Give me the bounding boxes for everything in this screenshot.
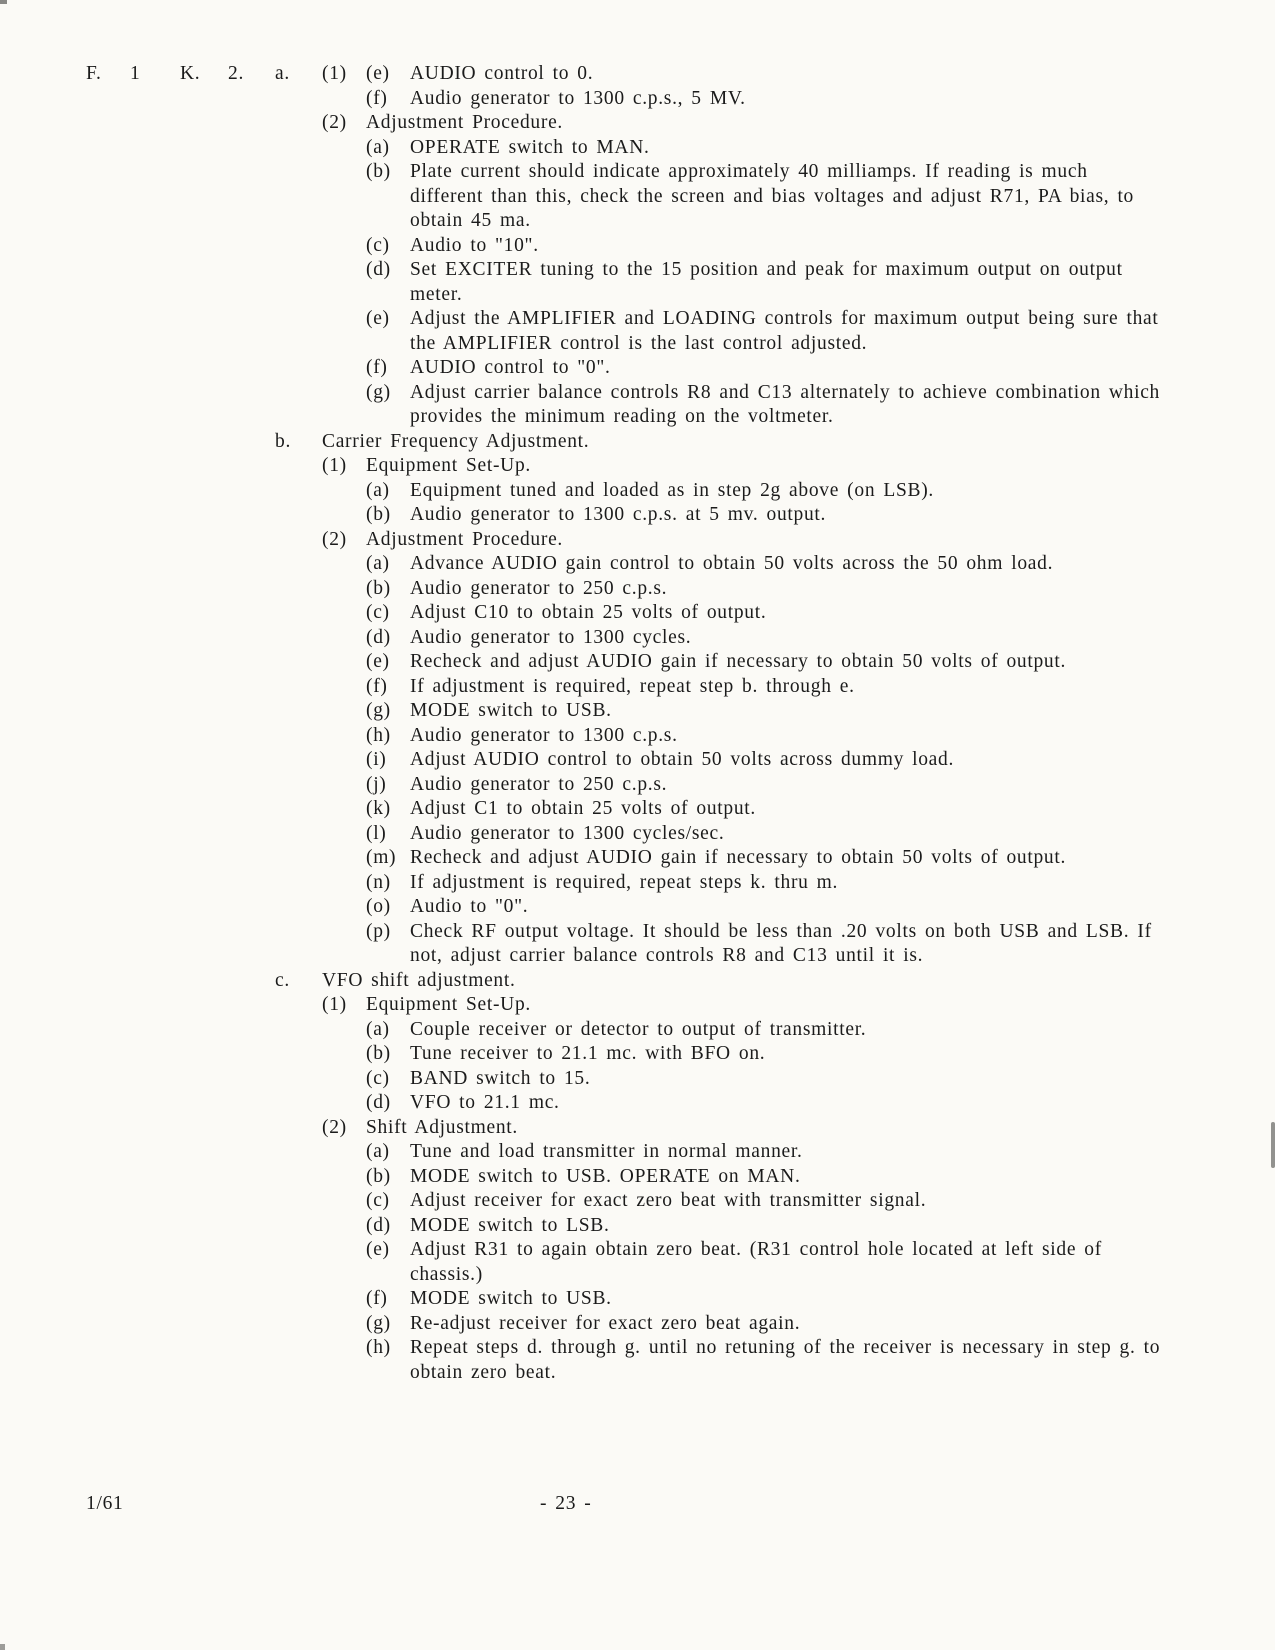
list-item-text: Adjustment Procedure. [366, 112, 563, 133]
list-item-text: MODE switch to USB. OPERATE on MAN. [410, 1165, 801, 1187]
list-item-text: Audio generator to 1300 c.p.s. [410, 724, 678, 746]
list-item-text: MODE switch to USB. [410, 700, 612, 721]
list-item [0, 1238, 1275, 1287]
list-item-label: (1) [322, 455, 347, 476]
list-item-text: Advance AUDIO gain control to obtain 50 volts across the 50 ohm load. [410, 553, 1054, 574]
list-item-label: (k) [366, 798, 391, 819]
list-item-label: (b) [366, 504, 391, 525]
outline-ref-col: (e) [366, 63, 390, 84]
scan-artifact-bottom-left [0, 1644, 5, 1650]
list-item-text: Audio to "10". [410, 234, 539, 256]
list-item [0, 1018, 1275, 1043]
list-item [0, 503, 1275, 528]
list-item-label: (b) [366, 1043, 391, 1064]
list-item-text: Adjust AUDIO control to obtain 50 volts across dummy load. [410, 749, 955, 770]
list-item-label: (j) [366, 773, 387, 795]
outline-ref-col: (1) [322, 63, 347, 84]
list-item-label: (f) [366, 1288, 388, 1309]
list-item-label: (1) [322, 994, 347, 1015]
list-item-text: Re-adjust receiver for exact zero beat again. [410, 1312, 801, 1334]
list-item-text: Audio generator to 1300 cycles/sec. [410, 822, 725, 844]
list-item-text: Equipment Set-Up. [366, 455, 531, 476]
list-item [0, 1214, 1275, 1239]
list-item-label: (a) [366, 136, 390, 158]
list-item-label: (c) [366, 1190, 390, 1211]
page-number: - 23 - [540, 1493, 592, 1514]
list-item [0, 1312, 1275, 1337]
list-item-text: MODE switch to LSB. [410, 1214, 610, 1236]
list-item [0, 577, 1275, 602]
scan-artifact-top-left [0, 0, 7, 4]
list-item [0, 773, 1275, 798]
list-item-label: (f) [366, 87, 388, 109]
outline-ref-col: K. [180, 63, 201, 84]
list-item [0, 626, 1275, 651]
list-item-label: (a) [366, 1018, 390, 1040]
list-item [0, 1287, 1275, 1312]
list-item-text: Audio generator to 250 c.p.s. [410, 773, 668, 795]
list-item-text: Tune and load transmitter in normal manner. [410, 1141, 803, 1162]
list-item-text: VFO shift adjustment. [322, 969, 516, 991]
outline-ref-col: a. [275, 63, 290, 84]
list-item-label: (h) [366, 1337, 391, 1358]
list-item [0, 969, 1275, 994]
list-item-label: (c) [366, 602, 390, 623]
list-item [0, 1067, 1275, 1092]
list-item [0, 1042, 1275, 1067]
list-item-text: Audio generator to 1300 c.p.s. at 5 mv. output. [410, 504, 827, 525]
list-item [0, 748, 1275, 773]
list-item-text: Equipment Set-Up. [366, 994, 531, 1015]
list-item-text: Audio to "0". [410, 896, 529, 917]
list-item [0, 650, 1275, 675]
list-item-label: (d) [366, 259, 391, 280]
list-item [0, 1189, 1275, 1214]
list-item-text: Adjustment Procedure. [366, 528, 563, 550]
list-item-label: (e) [366, 1239, 390, 1260]
page-footer [0, 1492, 1275, 1518]
list-item-label: (p) [366, 920, 391, 942]
list-item-label: b. [275, 430, 292, 452]
list-item-text: If adjustment is required, repeat step b. through e. [410, 675, 855, 697]
list-item-label: (a) [366, 553, 390, 574]
list-item-text: Couple receiver or detector to output of transmitter. [410, 1018, 867, 1040]
list-item-text: Recheck and adjust AUDIO gain if necessary to obtain 50 volts of output. [410, 651, 1067, 672]
list-item-label: (b) [366, 577, 391, 599]
list-item-label: (c) [366, 1067, 390, 1089]
list-item-label: (i) [366, 749, 387, 770]
list-item [0, 895, 1275, 920]
list-item [0, 822, 1275, 847]
list-item [0, 846, 1275, 871]
list-item [0, 430, 1275, 455]
outline-ref-col: 2. [228, 63, 245, 84]
list-item-label: (n) [366, 871, 391, 893]
list-item-text: If adjustment is required, repeat steps k. thru m. [410, 871, 839, 893]
list-item [0, 1091, 1275, 1116]
list-item [0, 454, 1275, 479]
outline-lead-row [0, 62, 1275, 87]
list-item-text: Plate current should indicate approximately 40 milliamps. If reading is much different than this, check the screen and bias voltages and adjust R71, PA bias, to obtain 45 ma. [410, 161, 1135, 231]
list-item-label: (2) [322, 112, 347, 133]
list-item-text: Carrier Frequency Adjustment. [322, 430, 590, 452]
list-item-label: (e) [366, 651, 390, 672]
list-item [0, 1165, 1275, 1190]
outline-ref-col: 1 [130, 63, 141, 84]
list-item-label: (d) [366, 1214, 391, 1236]
list-item-text: Adjust the AMPLIFIER and LOADING controls for maximum output being sure that the AMPLIFIER control is the last control adjusted. [410, 308, 1159, 354]
list-item-label: (g) [366, 700, 391, 721]
list-item-label: (a) [366, 1141, 390, 1162]
list-item-label: (a) [366, 479, 390, 501]
list-item [0, 724, 1275, 749]
list-item-text: VFO to 21.1 mc. [410, 1092, 560, 1113]
list-item-text: Audio generator to 1300 c.p.s., 5 MV. [410, 87, 746, 109]
list-item-label: (f) [366, 357, 388, 378]
list-item-text: Tune receiver to 21.1 mc. with BFO on. [410, 1043, 766, 1064]
list-item [0, 993, 1275, 1018]
list-item-text: Adjust C1 to obtain 25 volts of output. [410, 798, 756, 819]
list-item-text: Shift Adjustment. [366, 1116, 518, 1138]
list-item-label: (e) [366, 308, 390, 329]
list-item-label: (b) [366, 1165, 391, 1187]
list-item [0, 136, 1275, 161]
list-item-text: Set EXCITER tuning to the 15 position and peak for maximum output on output meter. [410, 259, 1123, 305]
list-item-text: MODE switch to USB. [410, 1288, 612, 1309]
list-item-text: Adjust R31 to again obtain zero beat. (R31 control hole located at left side of chassis.) [410, 1239, 1102, 1285]
list-item-label: (2) [322, 528, 347, 550]
list-item-label: (2) [322, 1116, 347, 1138]
list-item [0, 552, 1275, 577]
list-item [0, 356, 1275, 381]
list-item-label: (l) [366, 822, 387, 844]
list-item [0, 258, 1275, 307]
list-item [0, 1140, 1275, 1165]
list-item-label: (m) [366, 847, 397, 868]
list-item [0, 871, 1275, 896]
outline-ref-col: F. [86, 63, 102, 84]
list-item-text: Adjust C10 to obtain 25 volts of output. [410, 602, 767, 623]
list-item-label: (g) [366, 381, 391, 403]
list-item-label: (g) [366, 1312, 391, 1334]
list-item-text: Audio generator to 250 c.p.s. [410, 577, 668, 599]
list-item [0, 528, 1275, 553]
list-item [0, 87, 1275, 112]
list-item-label: (b) [366, 161, 391, 182]
list-item-label: c. [275, 969, 290, 991]
list-item [0, 381, 1275, 430]
list-item-text: OPERATE switch to MAN. [410, 136, 650, 158]
list-item [0, 601, 1275, 626]
list-item [0, 479, 1275, 504]
list-item-label: (d) [366, 626, 391, 648]
list-item-label: (f) [366, 675, 388, 697]
list-item [0, 1336, 1275, 1385]
document-body [0, 62, 1275, 1385]
list-item-text: Equipment tuned and loaded as in step 2g above (on LSB). [410, 479, 934, 501]
list-item [0, 160, 1275, 234]
list-item-text: BAND switch to 15. [410, 1067, 591, 1089]
list-item-text: AUDIO control to "0". [410, 357, 611, 378]
list-item-label: (o) [366, 896, 391, 917]
list-item-text: AUDIO control to 0. [410, 63, 594, 84]
list-item-text: Adjust receiver for exact zero beat with transmitter signal. [410, 1190, 927, 1211]
list-item-label: (d) [366, 1092, 391, 1113]
list-item-text: Adjust carrier balance controls R8 and C13 alternately to achieve combination which provides the minimum reading on the voltmeter. [410, 381, 1160, 427]
list-item [0, 699, 1275, 724]
list-item-text: Recheck and adjust AUDIO gain if necessary to obtain 50 volts of output. [410, 847, 1067, 868]
list-item [0, 307, 1275, 356]
list-item-label: (c) [366, 234, 390, 256]
list-item [0, 234, 1275, 259]
list-item-text: Check RF output voltage. It should be less than .20 volts on both USB and LSB. If not, adjust carrier balance controls R8 and C13 until it is. [410, 920, 1152, 966]
list-item-label: (h) [366, 724, 391, 746]
list-item [0, 675, 1275, 700]
list-item [0, 797, 1275, 822]
list-item-text: Audio generator to 1300 cycles. [410, 626, 692, 648]
list-item-text: Repeat steps d. through g. until no retuning of the receiver is necessary in step g. to obtain zero beat. [410, 1337, 1161, 1383]
list-item [0, 111, 1275, 136]
list-item [0, 1116, 1275, 1141]
list-item [0, 920, 1275, 969]
footer-issue-date: 1/61 [86, 1493, 124, 1514]
